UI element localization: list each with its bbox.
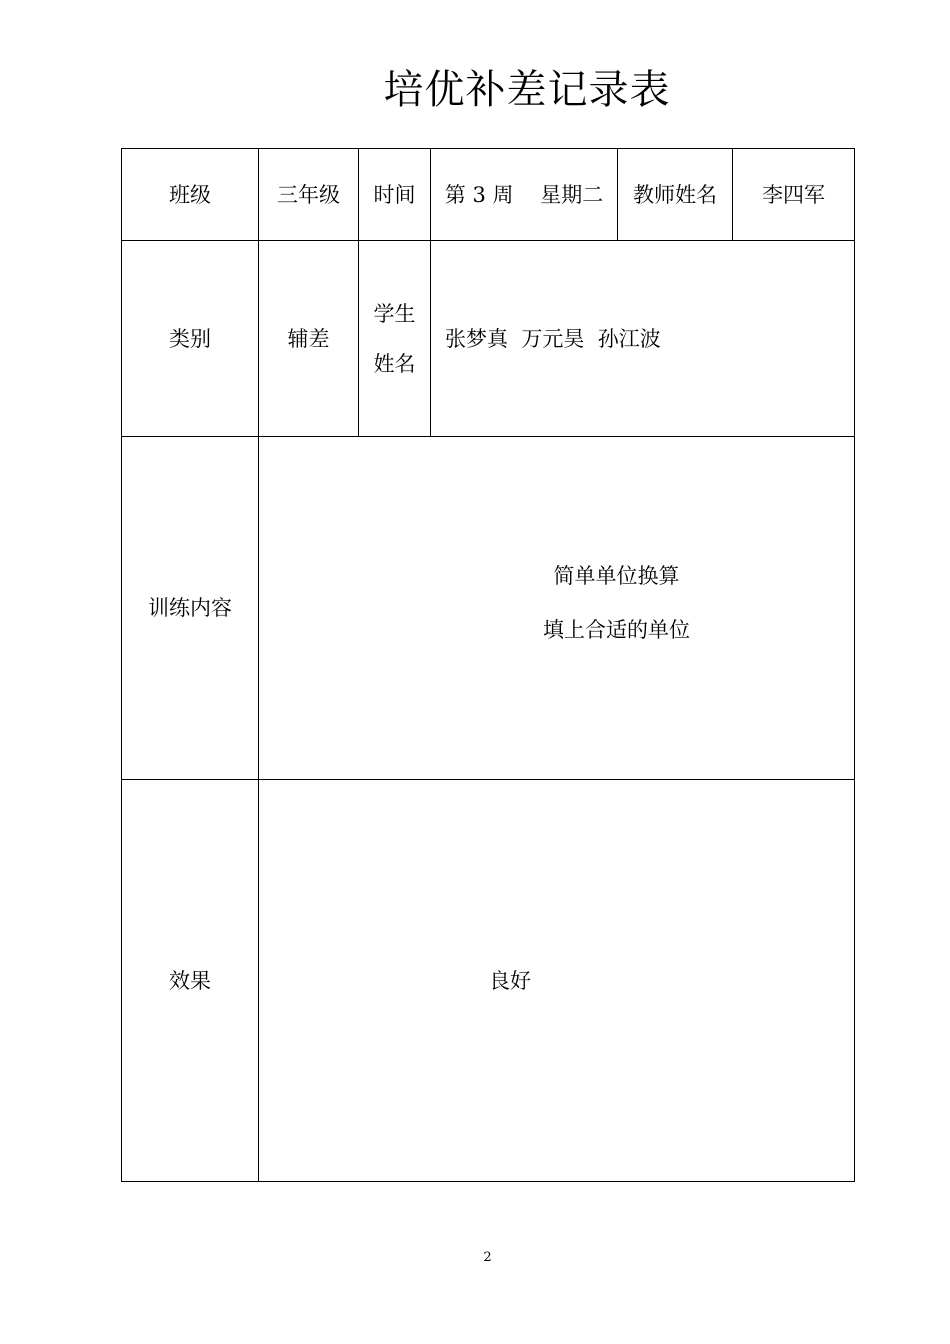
- training-line-2: 填上合适的单位: [543, 618, 690, 642]
- class-value: 三年级: [259, 149, 359, 241]
- student-names: 张梦真 万元昊 孙江波: [431, 241, 855, 437]
- page-title: 培优补差记录表: [383, 67, 671, 113]
- category-label: 类别: [122, 241, 259, 437]
- student-label-line1: 学生: [373, 301, 416, 326]
- training-lines: [259, 558, 854, 676]
- record-table: [121, 148, 855, 1182]
- class-label: 班级: [122, 149, 259, 241]
- table-row-category: [122, 241, 855, 437]
- effect-value: 良好: [259, 780, 855, 1182]
- table-row-training: [122, 437, 855, 780]
- table-row-header: [122, 149, 855, 241]
- page-number: 2: [483, 1250, 492, 1265]
- category-value: 辅差: [259, 241, 359, 437]
- student-label: [359, 241, 431, 437]
- training-line-1: 简单单位换算: [553, 564, 680, 588]
- teacher-label: 教师姓名: [618, 149, 733, 241]
- student-label-line2: 姓名: [373, 351, 416, 376]
- table-row-effect: [122, 780, 855, 1182]
- time-value: 第 3 周 星期二: [431, 149, 618, 241]
- effect-label: 效果: [122, 780, 259, 1182]
- training-label: 训练内容: [122, 437, 259, 780]
- time-label: 时间: [359, 149, 431, 241]
- training-content: [259, 437, 855, 780]
- teacher-value: 李四军: [733, 149, 855, 241]
